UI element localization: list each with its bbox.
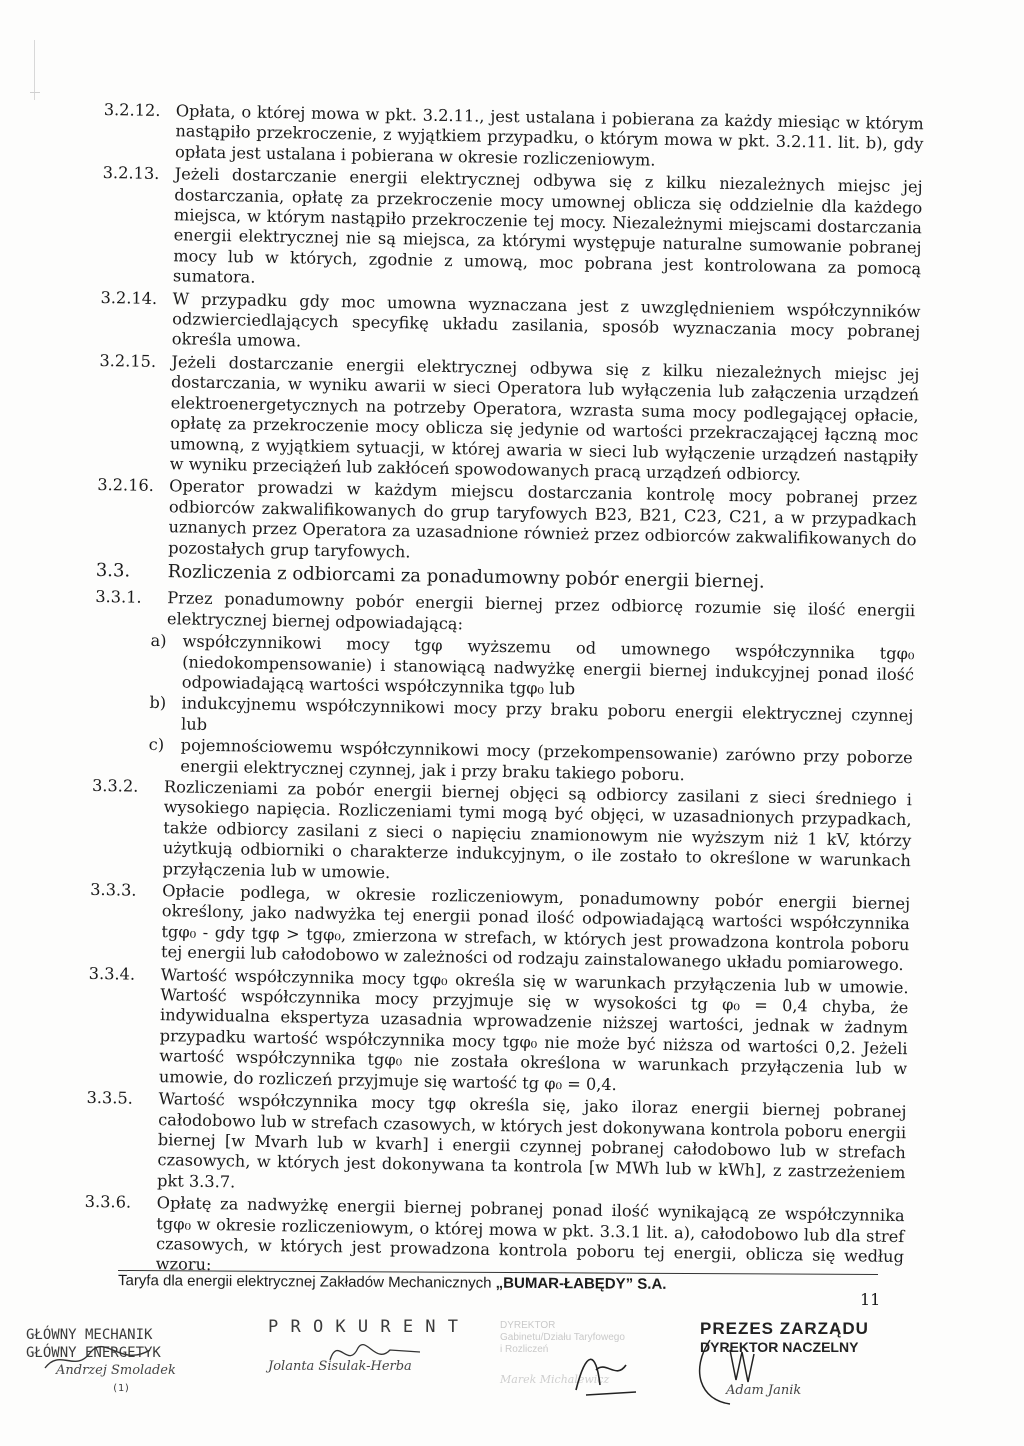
paragraph <box>89 880 910 976</box>
stamp-mark: (1) <box>112 1383 131 1394</box>
paragraph-number: 3.2.13. <box>102 163 160 184</box>
paragraph <box>85 1088 907 1204</box>
list-item-text: pojemnościowemu współczynnikowi mocy (przekompensowanie) zarówno przy poborze energii elektrycznej czynnej, jak i przy braku takiego poboru. <box>180 735 913 784</box>
list-item-text: współczynnikowi mocy tgφ wyższemu od umownego współczynnika tgφ₀ (niedokompensowanie) i stanowiącą nadwyżkę energii biernej indukcyjnej ponad ilość odpowiadającą wartości współczynnika tgφ₀ lub <box>181 631 915 699</box>
paragraph-number: 3.3.3. <box>90 879 137 900</box>
paragraph-text: Opłata, o której mowa w pkt. 3.2.11., jest ustalana i pobierana za każdy miesiąc w którym nastąpiło przekroczenie, z wyjątkiem przypadku, o którym mowa w pkt. 3.2.11. lit. b), gdy opłata jest ustalana i pobierana w okresie rozliczeniowym. <box>174 101 924 170</box>
paragraph-number: 3.2.12. <box>103 100 161 120</box>
stamp-line: P R O K U R E N T <box>268 1317 459 1337</box>
document-body <box>83 100 923 1290</box>
page-number: 11 <box>860 1290 881 1309</box>
paragraph <box>87 964 909 1101</box>
stamp-line: DYREKTOR <box>500 1320 556 1331</box>
section-number: 3.3. <box>95 559 131 582</box>
paragraph-text: Opłatę za nadwyżkę energii biernej pobranej ponad ilość wynikającą ze współczynnika tgφ₀ w okresie rozliczeniowym, o której mowa w pkt. 3.3.1 lit. a), całodobowo lub dla stref czasowych, w których jest prowadzona kontrola poboru tej energii, oblicza się według wzoru: <box>155 1193 905 1275</box>
paragraph <box>90 776 912 892</box>
paragraph-number: 3.2.14. <box>100 287 158 308</box>
signature-left <box>40 1338 160 1378</box>
paragraph-number: 3.2.16. <box>97 475 155 496</box>
signature-prokurent <box>320 1330 430 1380</box>
list-item-letter: b) <box>149 693 167 713</box>
paragraph-number: 3.3.6. <box>84 1191 132 1212</box>
paragraph-text: W przypadku gdy moc umowna wyznaczana jest z uwzględnieniem współczynników odzwierciedlających specyfikę układu zasilania, sposób wyznaczania mocy pobranej określa umowa. <box>171 288 921 351</box>
paragraph <box>101 163 923 300</box>
paragraph-number: 3.3.4. <box>88 963 136 984</box>
stamp-line: GŁÓWNY ENERGETYK <box>26 1345 161 1361</box>
paragraph <box>96 475 917 571</box>
stamp-line: GŁÓWNY MECHANIK <box>26 1327 153 1343</box>
list-item-letter: c) <box>148 735 165 755</box>
paragraph-text: Jeżeli dostarczanie energii elektrycznej odbywa się z kilku niezależnych miejsc jej dostarczania, w wyniku awarii w sieci Operatora lub wyłączenia lub załączenia urządzeń elektroenergetycznych na potrzeby Operatora, wzrasta suma mocy podlegającej opłacie, opłatę za przekroczenie mocy oblicza się jedynie od wartości przekraczającej łączną moc umowną, z wyjątkiem sytuacji, w której awaria w sieci lub wyłączenie urządzeń nastąpiły w wyniku przeciążeń lub zakłóceń spowodowanych pracą urządzeń odbiorcy. <box>169 352 920 485</box>
stamp-line: i Rozliczeń <box>500 1344 549 1355</box>
list-item-letter: a) <box>150 631 167 651</box>
stamp-line: PREZES ZARZĄDU <box>700 1319 869 1338</box>
list-item-text: indukcyjnemu współczynnikowi mocy przy braku poboru energii elektrycznej czynnej lub <box>180 693 914 734</box>
paragraph-text: Jeżeli dostarczanie energii elektrycznej odbywa się z kilku niezależnych miejsc jej dostarczania, opłatę za przekroczenie mocy umownej oblicza się oddzielnie dla każdego miejsca, w którym nastąpiło przekroczenie tej mocy. Niezależnymi miejscami dostarczania energii elektrycznej nie są miejsca, za którymi występuje naturalne sumowanie pobranej mocy lub w których, zgodnie z umową, moc pobrana jest kontrolowana za pomocą sumatora. <box>172 164 923 287</box>
paragraph-text: Operator prowadzi w każdym miejscu dostarczania kontrolę mocy pobranej przez odbiorców zakwalifikowanych do grup taryfowych B23, B21, C23, C21, a w przypadkach uznanych przez Operatora za uzasadnione również przez odbiorców zakwalifikowanych do pozostałych grup taryfowych. <box>168 476 918 561</box>
stamp-line: Gabinetu/Działu Taryfowego <box>500 1332 625 1343</box>
paragraph <box>100 288 921 364</box>
stamp-name: Jolanta Sisulak-Herba <box>268 1359 412 1374</box>
paragraph-text: Wartość współczynnika mocy tgφ określa się, jako iloraz energii biernej pobranej całodobowo lub w strefach czasowych, w których jest dokonywana kontrola poboru energii biernej [w Mvarh lub w kvarh] i energii czynnej pobranej całodobowo lub w strefach czasowych, w których jest dokonywana ta kontrola [w MWh lub w kWh], z zastrzeżeniem pkt 3.3.7. <box>156 1089 907 1192</box>
paragraph <box>97 351 919 488</box>
paragraph-text: Przez ponadumowny pobór energii biernej przez odbiorcę rozumie się ilość energii elektrycznej biernej odpowiadającą: <box>166 588 916 634</box>
paragraph-number: 3.3.1. <box>95 587 142 608</box>
signature-center <box>566 1340 656 1400</box>
paragraph <box>103 100 924 176</box>
stamp-name: Adam Janik <box>726 1383 802 1398</box>
footer-title: Taryfa dla energii elektrycznej Zakładów Mechanicznych <box>117 1272 496 1292</box>
footer <box>118 1272 667 1293</box>
stamp-name: Marek Michalewicz <box>500 1373 610 1386</box>
signature-president <box>690 1330 840 1410</box>
stamp-line: DYREKTOR NACZELNY <box>700 1339 859 1355</box>
paragraph-number: 3.2.15. <box>99 350 157 371</box>
footer-company: „BUMAR-ŁABĘDY” S.A. <box>495 1274 667 1293</box>
paragraph-text: Wartość współczynnika mocy tgφ₀ określa się w warunkach przyłączenia lub w umowie. Wartość współczynnika mocy przyjmuje się w wysokości tg φ₀ = 0,4 chyba, że indywidualna ekspertyza uzasadnia wprowadzenie niższej wartości, jednak w żadnym przypadku wartość współczynnika mocy tgφ₀ nie może być niższa od wartości 0,2. Jeżeli wartość współczynnika tgφ₀ nie została określona w warunkach przyłączenia lub w umowie, do rozliczeń przyjmuje się wartość tg φ₀ = 0,4. <box>158 964 909 1094</box>
scan-artifact <box>30 92 40 101</box>
paragraph-number: 3.3.2. <box>91 775 139 796</box>
paragraph-text: Opłacie podlega, w okresie rozliczeniowym, ponadumowny pobór energii biernej określony, jako nadwyżka tej energii ponad ilość odpowiadającą wartości współczynnika tgφ₀ - gdy tgφ > tgφ₀, zmierzona w strefach, w których jest prowadzona kontrola poboru tej energii lub całodobowo w zależności od rodzaju zainstalowanego układu pomiarowego. <box>160 881 911 975</box>
paragraph-text: Rozliczeniami za pobór energii biernej objęci są odbiorcy zasilani z sieci średniego i wysokiego napięcia. Rozliczeniami tymi mogą być objęci, w uzasadnionych przypadkach, także odbiorcy zasilani z sieci o napięciu znamionowym nie wyższym niż 1 kV, którzy użytkują odbiorniki o charakterze indukcyjnym, o ile zostało to określone w warunkach przyłączenia lub w umowie. <box>162 777 913 882</box>
scan-artifact <box>34 40 41 100</box>
section-title: Rozliczenia z odbiorcami za ponadumowny pobór energii biernej. <box>167 561 765 593</box>
paragraph-number: 3.3.5. <box>86 1087 134 1108</box>
stamp-name: Andrzej Smoladek <box>56 1363 176 1378</box>
